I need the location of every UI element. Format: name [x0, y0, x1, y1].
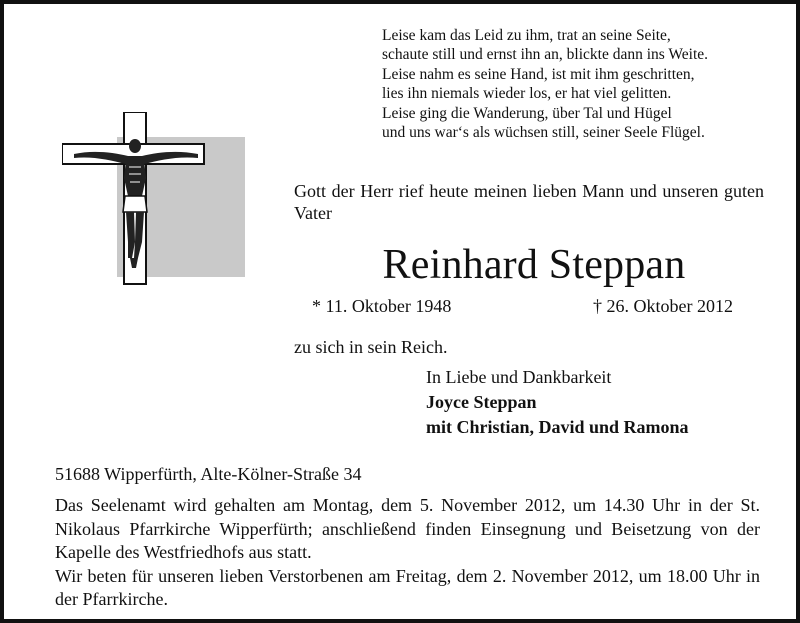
mourner-family: mit Christian, David und Ramona [426, 417, 689, 437]
mourner-primary: Joyce Steppan [426, 392, 537, 412]
address: 51688 Wipperfürth, Alte-Kölner-Straße 34 [55, 464, 362, 484]
mourners-intro: In Liebe und Dankbarkeit [426, 367, 612, 387]
deceased-name: Reinhard Steppan [382, 242, 686, 288]
poem-line: schaute still und ernst ihn an, blickte dann ins Weite. [382, 46, 709, 64]
death-date: † 26. Oktober 2012 [593, 296, 733, 316]
poem-line: lies ihn niemals wieder los, er hat viel gelitten. [382, 85, 672, 103]
funeral-paragraph: Das Seelenamt wird gehalten am Montag, dem 5. November 2012, um 14.30 Uhr in der St. Nikolaus Pfarrkirche Wipperfürth; anschließend finden Einsegnung und Beisetzung von der Kapelle des Westfriedhofs aus statt. [55, 495, 760, 563]
funeral-paragraph: Wir beten für unseren lieben Verstorbenen am Freitag, dem 2. November 2012, um 18.00 Uhr in der Pfarrkirche. [55, 565, 760, 610]
mourners-block [426, 365, 689, 440]
closing-text: zu sich in sein Reich. [294, 337, 448, 357]
crucifix-icon [62, 112, 262, 292]
poem-line: Leise ging die Wanderung, über Tal und Hügel [382, 104, 672, 122]
poem [382, 26, 708, 142]
poem-line: Leise nahm es seine Hand, ist mit ihm geschritten, [382, 65, 695, 83]
birth-date: * 11. Oktober 1948 [312, 296, 452, 316]
funeral-details [55, 494, 760, 612]
poem-line: Leise kam das Leid zu ihm, trat an seine Seite, [382, 27, 671, 44]
poem-line: und uns war‘s als wüchsen still, seiner Seele Flügel. [382, 124, 705, 142]
intro-text: Gott der Herr rief heute meinen lieben Mann und unseren guten Vater [294, 181, 764, 223]
